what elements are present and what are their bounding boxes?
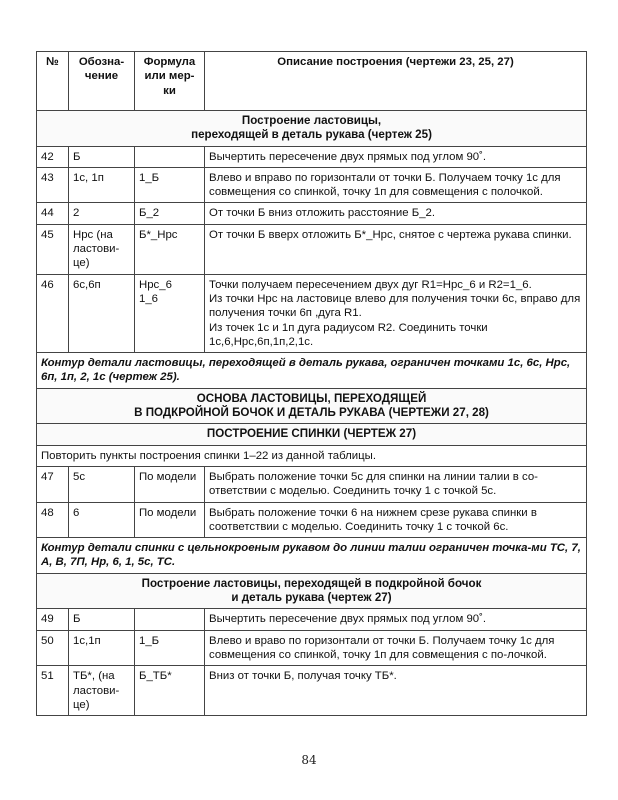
step-designation-text: Б <box>73 613 81 626</box>
step-formula <box>135 630 205 666</box>
step-description-text: Точки получаем пересечением двух дуг R1=Нрс_6 и R2=1_6. Из точки Нрс на ластовице влево для получения точки 6с, вправо для получения точки 6п ,дуга R1. Из точек 1с и 1п дуга радиусом R2. Соединить точки 1с,6,Нрс,6п,1п,2,1с. <box>209 278 581 348</box>
section-header-row <box>37 424 587 445</box>
step-designation <box>69 224 135 274</box>
table-row <box>37 274 587 352</box>
section-header-text: Построение ластовицы, переходящей в подкройной бочок и деталь рукава (чертеж 27) <box>141 576 482 605</box>
step-description-text: Вниз от точки Б, получая точку ТБ*. <box>209 670 397 683</box>
header-description: Описание построения (чертежи 23, 25, 27) <box>205 52 587 111</box>
step-formula-text: Б_ТБ* <box>139 670 172 683</box>
construction-table <box>36 51 587 716</box>
step-number <box>37 146 69 167</box>
step-number-text: 46 <box>41 278 54 291</box>
instruction-text <box>37 445 587 466</box>
step-formula <box>135 167 205 203</box>
contour-note <box>37 538 587 574</box>
step-number-text: 50 <box>41 634 54 647</box>
step-number-text: 48 <box>41 506 54 519</box>
step-number-text: 42 <box>41 150 54 163</box>
step-number <box>37 203 69 224</box>
step-description-text: Влево и враво по горизонтали от точки Б. Получаем точку 1с для совмещения со спинкой, точку 1п для совмещения с по-лочкой. <box>209 634 555 661</box>
step-description-text: Выбрать положение точки 5с для спинки на линии талии в со-ответствии с моделью. Соединить точку 1 с точкой 5с. <box>209 470 538 498</box>
step-description-text: Выбрать положение точки 6 на нижнем срезе рукава спинки в соответствии с моделью. Соединить точку 1 с точкой 6с. <box>209 506 537 533</box>
step-formula-text: Б_2 <box>139 207 160 220</box>
step-description <box>205 146 587 167</box>
section-header-row <box>37 111 587 147</box>
page-number: 84 <box>301 753 317 767</box>
step-number <box>37 609 69 630</box>
step-description <box>205 502 587 538</box>
table-row <box>37 630 587 666</box>
instruction-text-text: Повторить пункты построения спинки 1–22 из данной таблицы. <box>41 449 377 462</box>
step-designation <box>69 609 135 630</box>
step-formula <box>135 224 205 274</box>
step-designation-text: ТБ*, (на ластови- це) <box>73 670 120 711</box>
step-description <box>205 224 587 274</box>
step-formula-text: 1_Б <box>139 171 160 184</box>
step-formula <box>135 146 205 167</box>
section-header-text: ОСНОВА ЛАСТОВИЦЫ, ПЕРЕХОДЯЩЕЙ В ПОДКРОЙНОЙ БОЧОК И ДЕТАЛЬ РУКАВА (ЧЕРТЕЖИ 27, 28) <box>134 391 489 420</box>
step-number <box>37 502 69 538</box>
section-header-row <box>37 573 587 609</box>
contour-note-row <box>37 538 587 574</box>
table-row <box>37 167 587 203</box>
step-designation <box>69 666 135 716</box>
contour-note-text: Контур детали ластовицы, переходящей в деталь рукава, ограничен точками 1с, 6с, Нрс, 6п, 1п, 2, 1с (чертеж 25). <box>41 357 571 384</box>
section-header-text: Построение ластовицы, переходящей в деталь рукава (чертеж 25) <box>191 114 432 142</box>
step-number <box>37 224 69 274</box>
header-num: № <box>37 52 69 111</box>
table-row <box>37 466 587 502</box>
step-designation-text: Б <box>73 150 81 163</box>
step-description <box>205 466 587 502</box>
step-description <box>205 203 587 224</box>
section-header-row <box>37 388 587 424</box>
step-number-text: 43 <box>41 171 54 184</box>
table-row <box>37 203 587 224</box>
section-header <box>37 573 587 609</box>
step-description-text: От точки Б вверх отложить Б*_Нрс, снятое с чертежа рукава спинки. <box>209 228 572 241</box>
step-description <box>205 630 587 666</box>
section-header <box>37 424 587 445</box>
step-number <box>37 167 69 203</box>
step-description-text: Вычертить пересечение двух прямых под углом 90˚. <box>209 150 487 163</box>
step-description-text: Вычертить пересечение двух прямых под углом 90˚. <box>209 613 487 626</box>
step-designation-text: Нрс (на ластови- це) <box>73 228 120 270</box>
step-formula-text: 1_Б <box>139 634 160 647</box>
step-designation <box>69 167 135 203</box>
step-description-text: Влево и вправо по горизонтали от точки Б. Получаем точку 1с для совмещения со спинкой, точку 1п для совмещения с полочкой. <box>209 171 561 199</box>
step-designation <box>69 466 135 502</box>
step-designation-text: 5с <box>73 470 86 483</box>
step-formula-text: Б*_Нрс <box>139 228 178 241</box>
table-row <box>37 666 587 716</box>
step-formula-text: Нрс_6 1_6 <box>139 278 172 305</box>
instruction-row <box>37 445 587 466</box>
step-designation-text: 1с,1п <box>73 634 101 647</box>
step-formula <box>135 609 205 630</box>
step-designation-text: 1с, 1п <box>73 171 104 184</box>
section-header-text: ПОСТРОЕНИЕ СПИНКИ (ЧЕРТЕЖ 27) <box>206 427 417 441</box>
step-number <box>37 274 69 352</box>
step-description-text: От точки Б вниз отложить расстояние Б_2. <box>209 207 436 220</box>
step-formula <box>135 666 205 716</box>
section-header <box>37 111 587 147</box>
step-formula-text: По модели <box>139 506 197 519</box>
step-description <box>205 609 587 630</box>
step-designation-text: 6с,6п <box>73 278 101 291</box>
step-formula-text: По модели <box>139 470 197 483</box>
step-formula <box>135 274 205 352</box>
table-body <box>37 111 587 716</box>
step-description <box>205 666 587 716</box>
table-header-row <box>37 52 587 111</box>
step-designation <box>69 274 135 352</box>
step-designation-text: 6 <box>73 506 80 519</box>
step-number <box>37 466 69 502</box>
step-designation-text: 2 <box>73 207 80 220</box>
step-designation <box>69 146 135 167</box>
header-designation: Обозна- чение <box>69 52 135 111</box>
contour-note-row <box>37 353 587 389</box>
table-row <box>37 502 587 538</box>
step-number-text: 44 <box>41 207 54 220</box>
step-designation <box>69 203 135 224</box>
step-formula <box>135 466 205 502</box>
step-description <box>205 274 587 352</box>
header-formula: Формула или мер- ки <box>135 52 205 111</box>
step-formula <box>135 203 205 224</box>
contour-note <box>37 353 587 389</box>
step-number-text: 51 <box>41 670 54 683</box>
step-number-text: 47 <box>41 470 54 483</box>
table-row <box>37 609 587 630</box>
step-number <box>37 630 69 666</box>
step-number-text: 45 <box>41 228 54 241</box>
step-number-text: 49 <box>41 613 54 626</box>
step-formula <box>135 502 205 538</box>
step-number <box>37 666 69 716</box>
contour-note-text: Контур детали спинки с цельнокроеным рукавом до линии талии ограничен точка-ми ТС, 7, А, В, 7П, Нр, 6, 1, 5с, ТС. <box>41 542 581 569</box>
table-row <box>37 146 587 167</box>
section-header <box>37 388 587 424</box>
step-description <box>205 167 587 203</box>
table-row <box>37 224 587 274</box>
step-designation <box>69 502 135 538</box>
step-designation <box>69 630 135 666</box>
